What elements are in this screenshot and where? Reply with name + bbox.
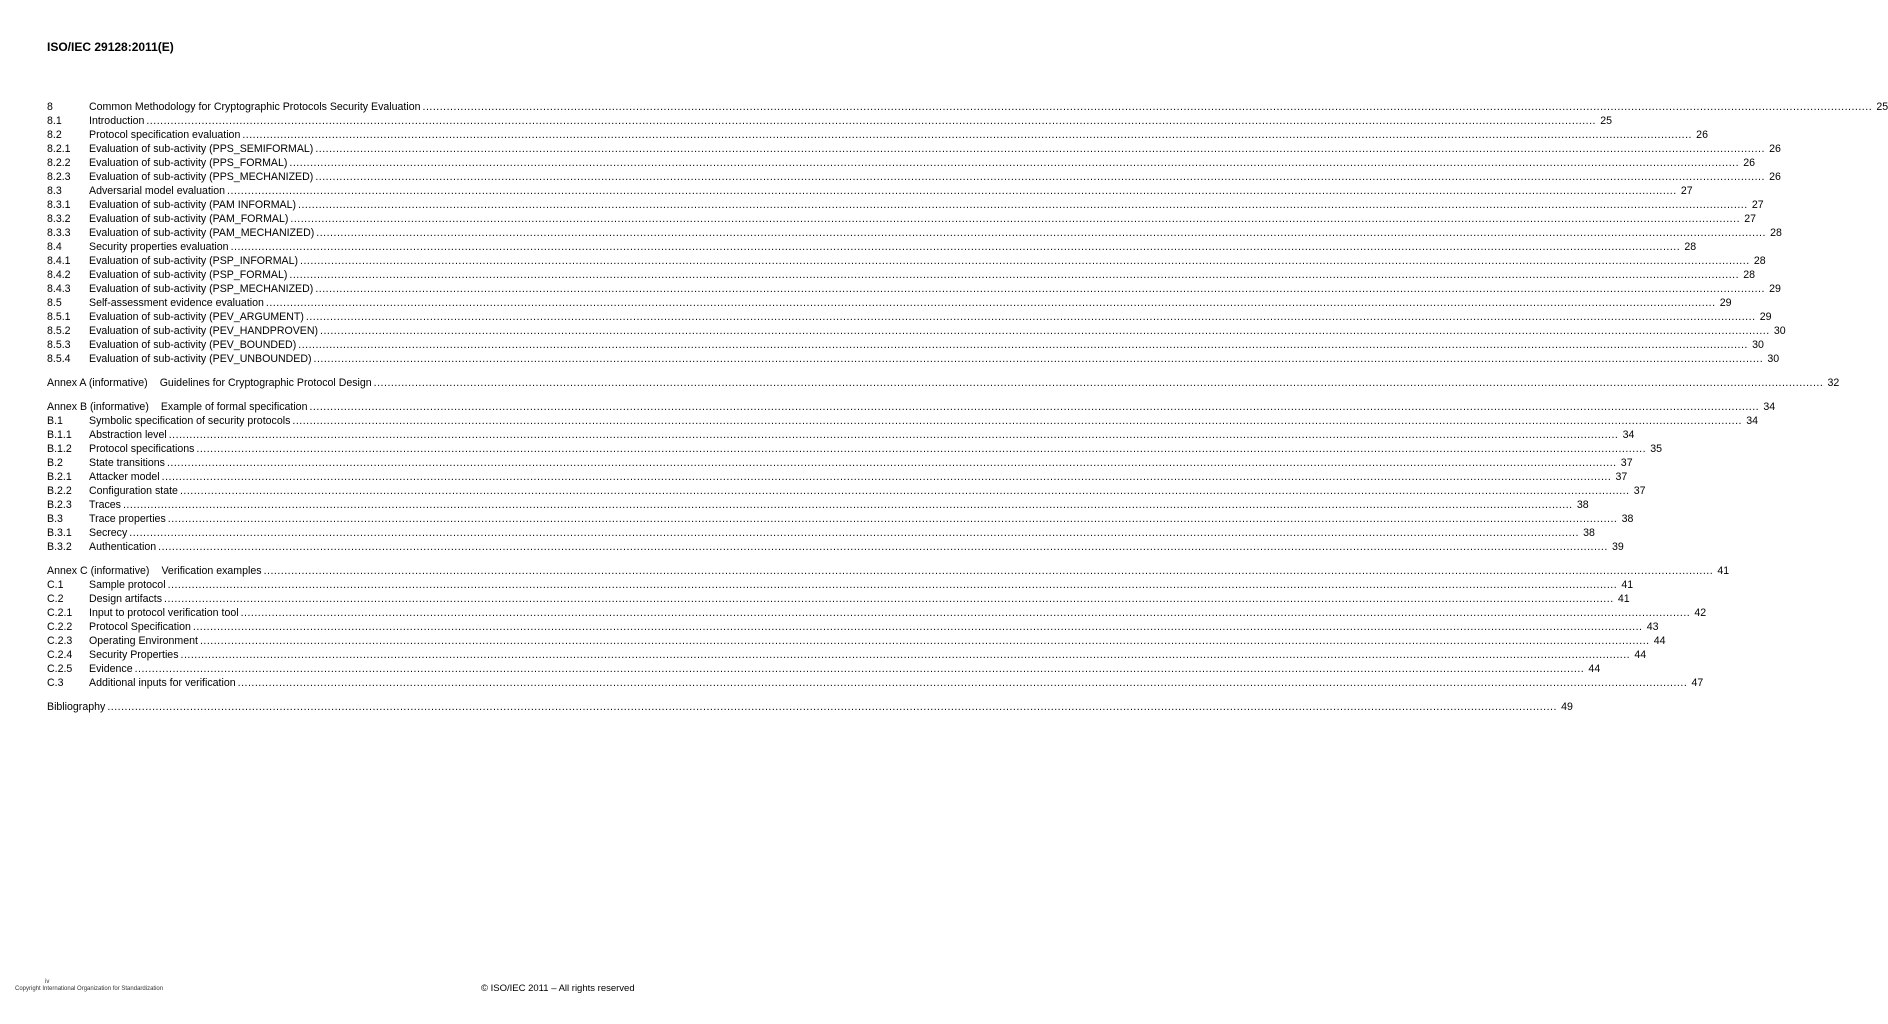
toc-page-number: 34 [1746, 415, 1758, 427]
toc-entry[interactable] [47, 170, 1781, 184]
toc-entry-title: Evaluation of sub-activity (PEV_ARGUMENT) [89, 311, 304, 323]
toc-leader-dots [242, 128, 1692, 142]
toc-entry-number: C.1 [47, 579, 64, 591]
toc-entry[interactable] [47, 512, 1634, 526]
toc-leader-dots [180, 484, 1630, 498]
toc-entry-title: Evaluation of sub-activity (PPS_SEMIFORMAL) [89, 143, 314, 155]
toc-entry-number: B.2.2 [47, 485, 72, 497]
toc-page-number: 38 [1583, 527, 1595, 539]
copyright-org-text: Copyright International Organization for Standardization [15, 986, 164, 992]
toc-entry-number: 8.3.1 [47, 199, 71, 211]
toc-entry-title: Evaluation of sub-activity (PSP_MECHANIZED) [89, 283, 314, 295]
toc-entry-title: Evaluation of sub-activity (PAM INFORMAL) [89, 199, 297, 211]
toc-leader-dots [423, 100, 1873, 114]
toc-leader-dots [309, 400, 1759, 414]
toc-page-number: 27 [1680, 185, 1693, 197]
toc-entry[interactable] [47, 156, 1756, 170]
toc-page-number: 41 [1717, 565, 1730, 577]
toc-page-number: 25 [1600, 115, 1612, 127]
toc-page-number: 29 [1759, 311, 1772, 323]
toc-page-number: 29 [1769, 283, 1781, 295]
toc-page-number: 28 [1684, 241, 1697, 253]
toc-entry-number: 8.4.2 [47, 269, 71, 281]
toc-entry-number: B.1.1 [47, 429, 72, 441]
toc-entry[interactable] [47, 268, 1756, 282]
toc-leader-dots [289, 156, 1739, 170]
toc-entry-title: Example of formal specification [160, 401, 308, 413]
toc-entry[interactable] [47, 442, 1663, 456]
toc-entry-number: 8.5.3 [47, 339, 71, 351]
toc-entry-title: Configuration state [89, 485, 178, 497]
toc-entry[interactable] [47, 526, 1595, 540]
toc-entry[interactable] [47, 578, 1634, 592]
toc-entry-title: Evaluation of sub-activity (PEV_HANDPROVEN) [89, 325, 319, 337]
toc-entry-title: Evaluation of sub-activity (PPS_MECHANIZED) [89, 171, 314, 183]
toc-entry-number: 8 [47, 101, 53, 113]
toc-leader-dots [164, 592, 1614, 606]
toc-entry-number: B.2.1 [47, 471, 72, 483]
page-number-mark: iv [45, 979, 50, 985]
toc-leader-dots [146, 114, 1596, 128]
toc-page-number: 41 [1617, 593, 1630, 605]
toc-entry-number: C.2.1 [47, 607, 73, 619]
toc-entry[interactable] [47, 352, 1780, 366]
toc-entry[interactable] [47, 376, 1840, 390]
toc-page-number: 32 [1827, 377, 1840, 389]
toc-page-number: 26 [1743, 157, 1756, 169]
toc-leader-dots [238, 676, 1688, 690]
toc-entry-title: Attacker model [89, 471, 160, 483]
toc-entry[interactable] [47, 114, 1612, 128]
toc-entry-number: 8.4.1 [47, 255, 71, 267]
toc-page-number: 30 [1752, 339, 1764, 351]
toc-entry-title: Trace properties [89, 513, 166, 525]
toc-annex-label: Annex C (informative) [47, 565, 150, 577]
document-header: ISO/IEC 29128:2011(E) [47, 40, 174, 54]
toc-page-number: 29 [1719, 297, 1732, 309]
toc-entry[interactable] [47, 428, 1635, 442]
toc-entry-number: 8.4.3 [47, 283, 71, 295]
toc-entry-number: 8.1 [47, 115, 62, 127]
toc-leader-dots [300, 254, 1750, 268]
toc-entry[interactable] [47, 100, 1888, 114]
toc-entry[interactable] [47, 700, 1573, 714]
toc-leader-dots [123, 498, 1573, 512]
toc-entry-title: Common Methodology for Cryptographic Protocols Security Evaluation [89, 101, 421, 113]
toc-entry-number: 8.2.3 [47, 171, 71, 183]
toc-entry[interactable] [47, 240, 1697, 254]
toc-entry[interactable] [47, 226, 1782, 240]
toc-entry-number: C.2.5 [47, 663, 73, 675]
toc-entry[interactable] [47, 606, 1707, 620]
toc-entry-title: Verification examples [161, 565, 262, 577]
toc-entry[interactable] [47, 128, 1708, 142]
toc-leader-dots [129, 526, 1579, 540]
toc-entry-number: 8.3.2 [47, 213, 71, 225]
toc-page-number: 44 [1653, 635, 1666, 647]
toc-leader-dots [169, 428, 1619, 442]
toc-entry-title: Security properties evaluation [89, 241, 229, 253]
toc-leader-dots [181, 648, 1631, 662]
toc-entry-title: Introduction [89, 115, 145, 127]
toc-entry-number: 8.3.3 [47, 227, 71, 239]
toc-leader-dots [315, 282, 1765, 296]
toc-entry-title: Evaluation of sub-activity (PSP_FORMAL) [89, 269, 288, 281]
toc-page-number: 34 [1622, 429, 1635, 441]
toc-leader-dots [193, 620, 1643, 634]
toc-page-number: 41 [1621, 579, 1634, 591]
toc-page-number: 37 [1620, 457, 1633, 469]
toc-entry[interactable] [47, 592, 1630, 606]
toc-entry[interactable] [47, 212, 1757, 226]
toc-leader-dots [241, 606, 1691, 620]
toc-entry-title: Traces [89, 499, 121, 511]
toc-entry-title: Evaluation of sub-activity (PAM_FORMAL) [89, 213, 289, 225]
toc-entry-number: C.2 [47, 593, 64, 605]
toc-leader-dots [315, 142, 1765, 156]
toc-entry[interactable] [47, 484, 1646, 498]
toc-entry-number: C.2.2 [47, 621, 73, 633]
toc-entry-number: B.2 [47, 457, 63, 469]
toc-page-number: 37 [1615, 471, 1628, 483]
toc-entry-number: 8.2.1 [47, 143, 71, 155]
toc-leader-dots [168, 578, 1618, 592]
toc-leader-dots [196, 442, 1646, 456]
toc-leader-dots [320, 324, 1770, 338]
toc-entry[interactable] [47, 564, 1730, 578]
toc-entry-title: Authentication [89, 541, 157, 553]
toc-entry-title: Evaluation of sub-activity (PSP_INFORMAL) [89, 255, 299, 267]
toc-entry[interactable] [47, 456, 1633, 470]
toc-entry-number: C.2.4 [47, 649, 73, 661]
toc-entry-number: B.3 [47, 513, 63, 525]
toc-entry[interactable] [47, 414, 1758, 428]
toc-entry-number: 8.5.1 [47, 311, 71, 323]
toc-entry-title: Evaluation of sub-activity (PEV_UNBOUNDED) [89, 353, 312, 365]
toc-page-number: 43 [1646, 621, 1659, 633]
toc-entry-number: B.1 [47, 415, 63, 427]
toc-entry-number: B.1.2 [47, 443, 72, 455]
toc-entry-title: Evaluation of sub-activity (PEV_BOUNDED) [89, 339, 297, 351]
toc-page-number: 27 [1744, 213, 1757, 225]
toc-leader-dots [135, 662, 1585, 676]
toc-entry-title: Evaluation of sub-activity (PAM_MECHANIZED) [89, 227, 315, 239]
toc-leader-dots [315, 170, 1765, 184]
toc-page-number: 28 [1770, 227, 1782, 239]
toc-entry-number: 8.2 [47, 129, 62, 141]
toc-page-number: 28 [1743, 269, 1756, 281]
toc-entry-number: 8.4 [47, 241, 62, 253]
toc-entry-number: 8.3 [47, 185, 62, 197]
toc-entry-title: Symbolic specification of security protocols [89, 415, 291, 427]
toc-entry-number: 8.2.2 [47, 157, 71, 169]
toc-entry-title: Bibliography [47, 701, 106, 713]
toc-entry-title: Protocol specifications [89, 443, 195, 455]
toc-entry[interactable] [47, 470, 1628, 484]
toc-entry-title: Evidence [89, 663, 133, 675]
toc-entry-number: B.3.1 [47, 527, 72, 539]
toc-entry[interactable] [47, 254, 1766, 268]
toc-entry-title: State transitions [89, 457, 165, 469]
toc-leader-dots [298, 198, 1748, 212]
toc-entry-title: Protocol specification evaluation [89, 129, 241, 141]
toc-page-number: 47 [1691, 677, 1704, 689]
toc-leader-dots [298, 338, 1748, 352]
toc-page-number: 27 [1751, 199, 1764, 211]
toc-entry-title: Evaluation of sub-activity (PPS_FORMAL) [89, 157, 288, 169]
toc-entry[interactable] [47, 620, 1659, 634]
toc-entry[interactable] [47, 676, 1704, 690]
toc-page-number: 25 [1876, 101, 1888, 113]
table-of-contents [47, 100, 1888, 714]
toc-entry-title: Security Properties [89, 649, 179, 661]
toc-entry[interactable] [47, 338, 1764, 352]
toc-leader-dots [107, 700, 1557, 714]
toc-page-number: 26 [1769, 171, 1781, 183]
toc-leader-dots [264, 564, 1714, 578]
toc-entry-number: 8.5.2 [47, 325, 71, 337]
toc-entry[interactable] [47, 648, 1647, 662]
toc-leader-dots [168, 512, 1618, 526]
toc-entry-title: Guidelines for Cryptographic Protocol Design [159, 377, 372, 389]
toc-entry-number: B.2.3 [47, 499, 72, 511]
copyright-notice: © ISO/IEC 2011 – All rights reserved [481, 983, 635, 994]
toc-page-number: 34 [1763, 401, 1776, 413]
toc-entry-number: B.3.2 [47, 541, 72, 553]
toc-leader-dots [231, 240, 1681, 254]
toc-entry[interactable] [47, 540, 1624, 554]
toc-entry[interactable] [47, 282, 1781, 296]
toc-entry[interactable] [47, 296, 1732, 310]
toc-leader-dots [292, 414, 1742, 428]
toc-entry-title: Abstraction level [89, 429, 167, 441]
toc-leader-dots [200, 634, 1650, 648]
toc-page-number: 30 [1773, 325, 1786, 337]
toc-leader-dots [316, 226, 1766, 240]
toc-leader-dots [167, 456, 1617, 470]
toc-leader-dots [227, 184, 1677, 198]
toc-page-number: 38 [1576, 499, 1589, 511]
toc-page-number: 26 [1769, 143, 1781, 155]
toc-page-number: 35 [1650, 443, 1663, 455]
toc-entry[interactable] [47, 324, 1786, 338]
toc-entry[interactable] [47, 662, 1601, 676]
toc-entry[interactable] [47, 498, 1589, 512]
toc-page-number: 26 [1696, 129, 1708, 141]
toc-entry[interactable] [47, 400, 1776, 414]
toc-page-number: 38 [1621, 513, 1634, 525]
toc-entry[interactable] [47, 184, 1693, 198]
toc-page-number: 28 [1753, 255, 1766, 267]
toc-page-number: 37 [1633, 485, 1646, 497]
toc-entry-number: 8.5 [47, 297, 62, 309]
toc-page-number: 44 [1588, 663, 1601, 675]
toc-leader-dots [289, 268, 1739, 282]
toc-entry[interactable] [47, 198, 1764, 212]
toc-page-number: 49 [1561, 701, 1573, 713]
toc-entry-title: Secrecy [89, 527, 128, 539]
toc-page-number: 39 [1611, 541, 1624, 553]
toc-leader-dots [162, 470, 1612, 484]
toc-leader-dots [266, 296, 1716, 310]
toc-entry-number: 8.5.4 [47, 353, 71, 365]
toc-entry-number: C.2.3 [47, 635, 73, 647]
toc-entry[interactable] [47, 142, 1781, 156]
toc-leader-dots [306, 310, 1756, 324]
toc-leader-dots [158, 540, 1608, 554]
toc-page-number: 30 [1767, 353, 1780, 365]
toc-entry-title: Design artifacts [89, 593, 163, 605]
toc-page-number: 42 [1694, 607, 1707, 619]
toc-page-number: 44 [1634, 649, 1647, 661]
toc-entry-title: Sample protocol [89, 579, 166, 591]
toc-leader-dots [374, 376, 1824, 390]
toc-leader-dots [314, 352, 1764, 366]
toc-entry-number: C.3 [47, 677, 64, 689]
toc-annex-label: Annex A (informative) [47, 377, 148, 389]
toc-leader-dots [290, 212, 1740, 226]
toc-entry-title: Self-assessment evidence evaluation [89, 297, 264, 309]
toc-entry-title: Protocol Specification [89, 621, 191, 633]
toc-entry[interactable] [47, 310, 1772, 324]
toc-entry-title: Input to protocol verification tool [89, 607, 239, 619]
toc-entry[interactable] [47, 634, 1666, 648]
toc-annex-label: Annex B (informative) [47, 401, 149, 413]
toc-entry-title: Operating Environment [89, 635, 198, 647]
toc-entry-title: Adversarial model evaluation [89, 185, 226, 197]
toc-entry-title: Additional inputs for verification [89, 677, 236, 689]
